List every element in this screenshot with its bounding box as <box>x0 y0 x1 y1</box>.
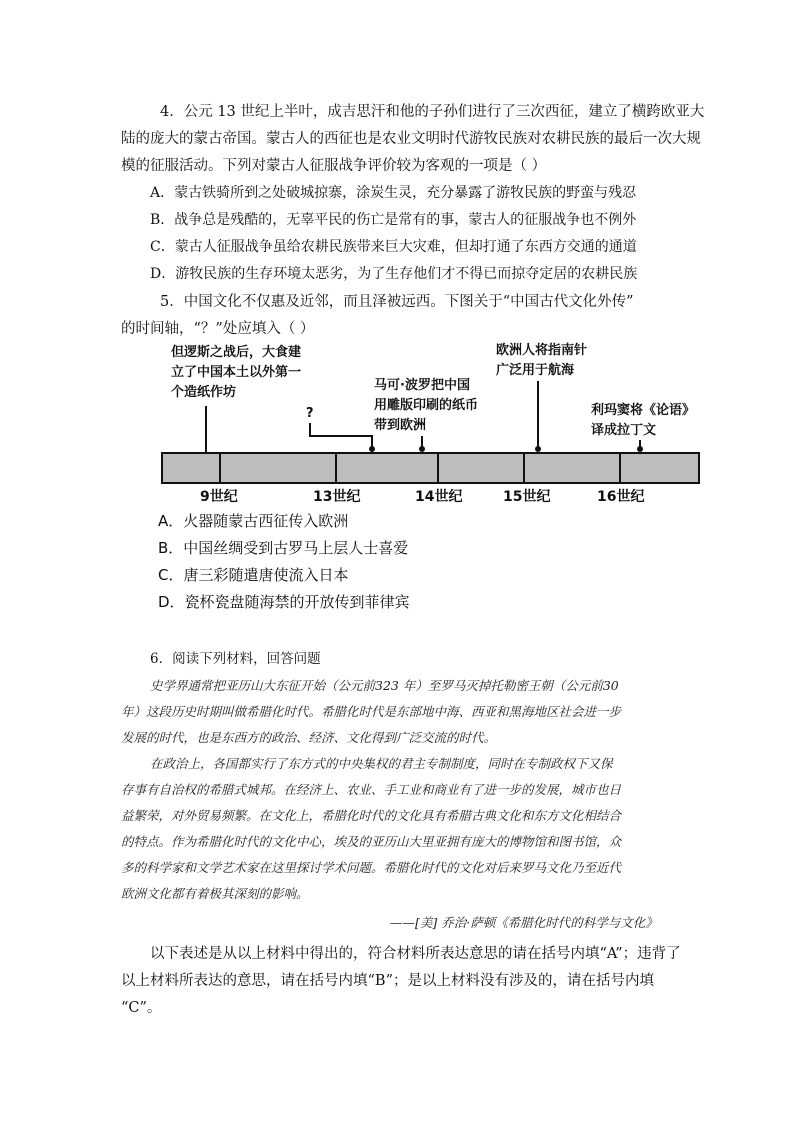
century-label-16: 16世纪 <box>597 489 645 505</box>
timeline-event-compass: 欧洲人将指南针 广泛用于航海 <box>496 343 588 378</box>
q6-material-line-7: 的特点。作为希腊化时代的文化中心，埃及的亚历山大里亚拥有庞大的博物馆和图书馆，众 <box>121 834 622 849</box>
q6-material-line-4: 在政治上，各国都实行了东方式的中央集权的君主专制制度，同时在专制政权下又保 <box>150 756 613 771</box>
q4-option-c: C．蒙古人征服战争虽给农耕民族带来巨大灾难，但却打通了东西方交通的通道 <box>150 239 637 255</box>
q6-material-line-6: 益繁荣，对外贸易频繁。在文化上，希腊化时代的文化具有希腊古典文化和东方文化相结合 <box>121 808 622 823</box>
q5-option-b: B．中国丝绸受到古罗马上层人士喜爱 <box>158 539 409 557</box>
q5-option-d: D．瓷杯瓷盘随海禁的开放传到菲律宾 <box>158 593 410 611</box>
q6-instruction-line-1: 以下表述是从以上材料中得出的，符合材料所表达意思的请在括号内填“A”；违背了 <box>150 946 681 962</box>
century-label-14: 14世纪 <box>415 489 463 505</box>
q6-material-line-1: 史学界通常把亚历山大东征开始（公元前323 年）至罗马灭掉托勒密王朝（公元前30 <box>150 678 619 693</box>
q5-option-a: A．火器随蒙古西征传入欧洲 <box>158 512 349 530</box>
q6-instruction-line-3: “C”。 <box>121 1000 162 1016</box>
q4-stem-line-3: 模的征服活动。下列对蒙古人征服战争评价较为客观的一项是（ ） <box>121 158 547 174</box>
q4-stem-line-1: 4．公元 13 世纪上半叶，成吉思汗和他的子孙们进行了三次西征，建立了横跨欧亚大 <box>160 104 705 120</box>
q6-material-line-8: 多的科学家和文学艺术家在这里探讨学术问题。希腊化时代的文化对后来罗马文化乃至近代 <box>121 860 622 875</box>
timeline-divider <box>619 454 621 482</box>
q6-source: ——[美] 乔治·萨顿《希腊化时代的科学与文化》 <box>390 915 658 930</box>
q6-material-line-9: 欧洲文化都有着极其深刻的影响。 <box>121 886 309 901</box>
timeline-event-analects: 利玛窦将《论语》 译成拉丁文 <box>591 403 696 438</box>
timeline-event-paper-mill: 但逻斯之战后，大食建 立了中国本土以外第一 个造纸作坊 <box>171 345 302 400</box>
q5-stem-line-1: 5．中国文化不仅惠及近邻，而且泽被远西。下图关于“中国古代文化外传” <box>160 294 634 310</box>
q6-material-line-3: 发展的时代，也是东西方的政治、经济、文化得到广泛交流的时代。 <box>121 730 497 745</box>
q6-title: 6．阅读下列材料，回答问题 <box>150 651 321 667</box>
q4-stem-line-2: 陆的庞大的蒙古帝国。蒙古人的西征也是农业文明时代游牧民族对农耕民族的最后一次大规 <box>121 131 701 147</box>
timeline-question-mark: ? <box>306 406 314 421</box>
connector-question-horizontal <box>309 435 373 437</box>
timeline-bar <box>161 452 700 484</box>
q4-option-a: A．蒙古铁骑所到之处破城掠寨，涂炭生灵，充分暴露了游牧民族的野蛮与残忍 <box>150 185 637 201</box>
q6-material-line-2: 年）这段历史时期叫做希腊化时代。希腊化时代是东部地中海、西亚和黑海地区社会进一步 <box>121 704 622 719</box>
timeline-event-marco-polo: 马可·波罗把中国 用雕版印刷的纸币 带到欧洲 <box>374 378 479 433</box>
q6-material-line-5: 存事有自治权的希腊式城邦。在经济上、农业、手工业和商业有了进一步的发展，城市也日 <box>121 782 622 797</box>
q6-instruction-line-2: 以上材料所表达的意思，请在括号内填“B”；是以上材料没有涉及的，请在括号内填 <box>121 973 654 989</box>
connector-paper-mill <box>205 406 207 452</box>
q5-option-c: C．唐三彩随遣唐使流入日本 <box>158 566 349 584</box>
timeline-divider <box>437 454 439 482</box>
century-label-13: 13世纪 <box>313 489 361 505</box>
connector-compass <box>537 381 539 450</box>
timeline-divider <box>523 454 525 482</box>
timeline-divider <box>219 454 221 482</box>
q5-stem-line-2: 的时间轴，“？”处应填入（ ） <box>121 321 315 337</box>
q4-option-d: D．游牧民族的生存环境太恶劣，为了生存他们才不得已而掠夺定居的农耕民族 <box>150 266 638 282</box>
timeline-divider <box>335 454 337 482</box>
century-label-15: 15世纪 <box>503 489 551 505</box>
century-label-9: 9世纪 <box>200 489 238 505</box>
q4-option-b: B．战争总是残酷的，无辜平民的伤亡是常有的事，蒙古人的征服战争也不例外 <box>150 212 637 228</box>
